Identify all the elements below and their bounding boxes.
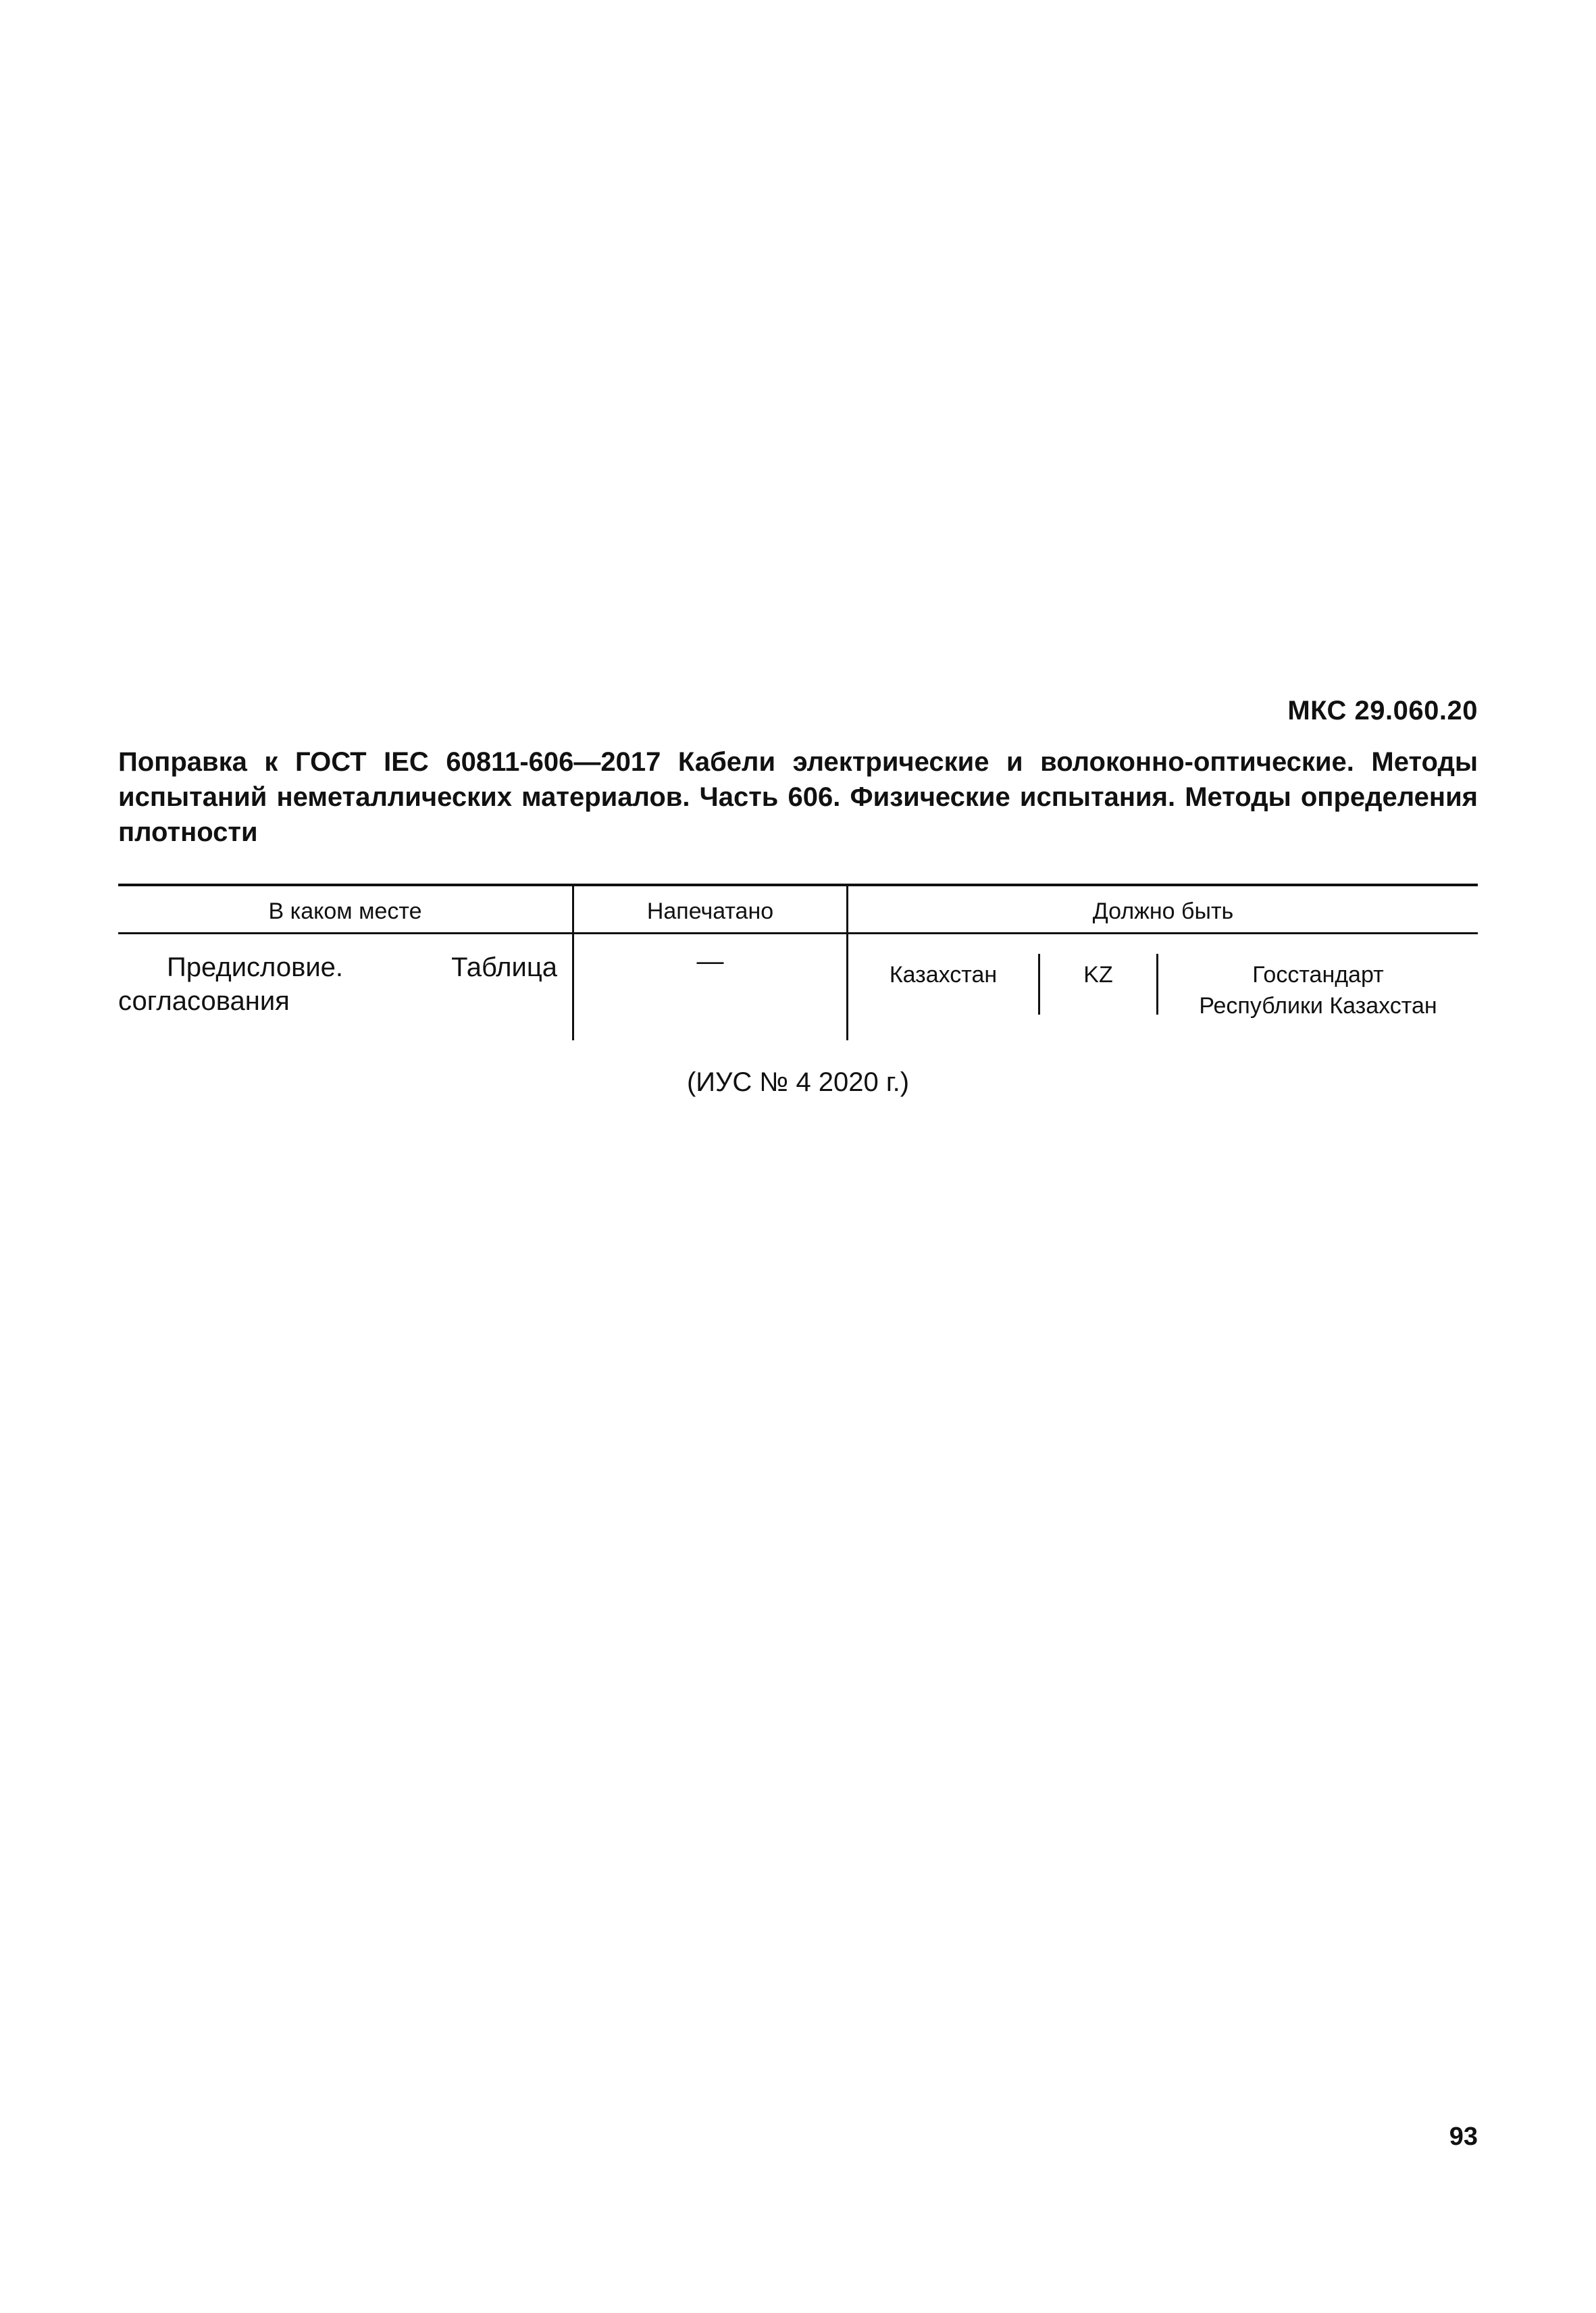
classification-code: МКС 29.060.20 bbox=[1287, 696, 1478, 726]
cell-country-code: KZ bbox=[1083, 962, 1113, 988]
amendment-title: Поправка к ГОСТ IEC 60811-606—2017 Кабели электрические и волоконно-оптические. Методы испытаний неметаллических материалов. Часть 606. Физические испытания. Методы определения плотности bbox=[118, 747, 1478, 847]
header-printed: Напечатано bbox=[646, 898, 774, 924]
cell-country: Казахстан bbox=[889, 962, 998, 988]
source-note: (ИУС № 4 2020 г.) bbox=[686, 1067, 910, 1097]
amendment-table bbox=[118, 884, 1478, 1042]
cell-agency-line1: Госстандарт bbox=[1252, 962, 1384, 988]
cell-location: Предисловие. Таблица согласования bbox=[118, 952, 557, 1016]
header-should-be: Должно быть bbox=[1092, 898, 1234, 924]
cell-agency-line2: Республики Казахстан bbox=[1199, 993, 1437, 1019]
table-header-rule bbox=[118, 932, 1478, 934]
page-number: 93 bbox=[1449, 2123, 1478, 2151]
header-location: В каком месте bbox=[268, 898, 422, 924]
cell-printed: — bbox=[696, 946, 724, 976]
